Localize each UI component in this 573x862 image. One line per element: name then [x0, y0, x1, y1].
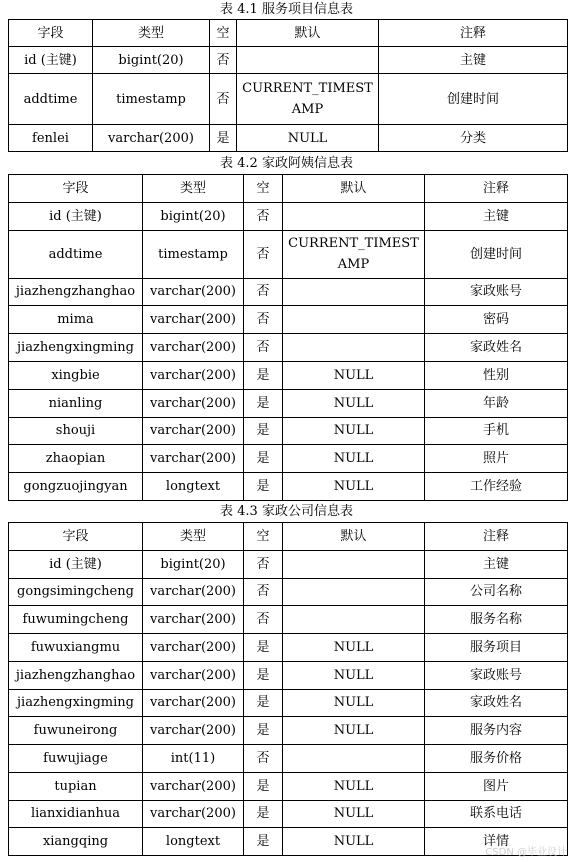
- table-row: [9, 47, 568, 74]
- default-cell: [283, 278, 425, 306]
- header-cell: 类型: [143, 175, 244, 203]
- default-cell: NULL: [283, 717, 425, 745]
- comment-cell: 手机: [425, 417, 568, 445]
- type-cell: varchar(200): [143, 278, 244, 306]
- comment-cell: 服务内容: [425, 717, 568, 745]
- table-row: [9, 634, 568, 662]
- field-cell: nianling: [9, 389, 143, 417]
- comment-cell: 照片: [425, 445, 568, 473]
- table-row: [9, 202, 568, 230]
- comment-cell: 图片: [425, 772, 568, 800]
- null-cell: 否: [244, 202, 283, 230]
- field-cell: fenlei: [9, 125, 93, 152]
- comment-cell: 公司名称: [425, 578, 568, 606]
- null-cell: 否: [244, 334, 283, 362]
- null-cell: 是: [244, 689, 283, 717]
- default-cell: NULL: [283, 661, 425, 689]
- default-cell: [283, 202, 425, 230]
- type-cell: varchar(200): [143, 417, 244, 445]
- table-row: [9, 125, 568, 152]
- default-cell: [283, 334, 425, 362]
- table-header-row: [9, 20, 568, 47]
- header-cell: 字段: [9, 175, 143, 203]
- type-cell: varchar(200): [143, 689, 244, 717]
- type-cell: longtext: [143, 473, 244, 501]
- table-row: [9, 717, 568, 745]
- field-cell: jiazhengxingming: [9, 334, 143, 362]
- type-cell: varchar(200): [143, 445, 244, 473]
- field-cell: id (主键): [9, 47, 93, 74]
- field-cell: gongzuojingyan: [9, 473, 143, 501]
- field-cell: jiazhengzhanghao: [9, 661, 143, 689]
- table-row: [9, 800, 568, 828]
- header-cell: 默认: [237, 20, 379, 47]
- default-cell: [283, 606, 425, 634]
- table-caption-4-3: 表 4.3 家政公司信息表: [220, 504, 353, 519]
- header-cell: 注释: [425, 523, 568, 551]
- header-cell: 注释: [379, 20, 568, 47]
- header-cell: 空: [210, 20, 237, 47]
- type-cell: varchar(200): [93, 125, 210, 152]
- type-cell: timestamp: [143, 230, 244, 278]
- header-cell: 注释: [425, 175, 568, 203]
- field-cell: fuwujiage: [9, 745, 143, 773]
- comment-cell: 家政账号: [425, 278, 568, 306]
- field-cell: xingbie: [9, 361, 143, 389]
- table-caption-4-1: 表 4.1 服务项目信息表: [220, 2, 353, 17]
- table-service-items: [8, 19, 568, 152]
- default-cell: NULL: [283, 361, 425, 389]
- field-cell: mima: [9, 306, 143, 334]
- table-caption-4-2: 表 4.2 家政阿姨信息表: [220, 156, 353, 171]
- comment-cell: 密码: [425, 306, 568, 334]
- type-cell: varchar(200): [143, 717, 244, 745]
- table-header-row: [9, 175, 568, 203]
- null-cell: 是: [244, 661, 283, 689]
- default-cell: [237, 47, 379, 74]
- null-cell: 否: [244, 578, 283, 606]
- type-cell: varchar(200): [143, 800, 244, 828]
- type-cell: int(11): [143, 745, 244, 773]
- watermark: CSDN @毕业设计: [485, 847, 567, 858]
- type-cell: varchar(200): [143, 389, 244, 417]
- null-cell: 是: [244, 800, 283, 828]
- field-cell: fuwuxiangmu: [9, 634, 143, 662]
- default-cell: [283, 578, 425, 606]
- field-cell: gongsimingcheng: [9, 578, 143, 606]
- field-cell: xiangqing: [9, 828, 143, 856]
- header-cell: 默认: [283, 175, 425, 203]
- field-cell: fuwumingcheng: [9, 606, 143, 634]
- header-cell: 空: [244, 175, 283, 203]
- default-cell: NULL: [283, 445, 425, 473]
- type-cell: longtext: [143, 828, 244, 856]
- field-cell: id (主键): [9, 202, 143, 230]
- default-cell: NULL: [283, 772, 425, 800]
- null-cell: 是: [210, 125, 237, 152]
- comment-cell: 服务项目: [425, 634, 568, 662]
- field-cell: addtime: [9, 230, 143, 278]
- table-row: [9, 473, 568, 501]
- table-row: [9, 689, 568, 717]
- table-row: [9, 361, 568, 389]
- comment-cell: 创建时间: [379, 74, 568, 125]
- null-cell: 否: [244, 606, 283, 634]
- table-row: [9, 74, 568, 125]
- header-cell: 空: [244, 523, 283, 551]
- table-row: [9, 828, 568, 856]
- null-cell: 是: [244, 361, 283, 389]
- type-cell: bigint(20): [143, 202, 244, 230]
- table-row: [9, 445, 568, 473]
- comment-cell: 主键: [425, 202, 568, 230]
- field-cell: jiazhengxingming: [9, 689, 143, 717]
- comment-cell: 联系电话: [425, 800, 568, 828]
- type-cell: varchar(200): [143, 606, 244, 634]
- default-cell: NULL: [283, 800, 425, 828]
- table-housekeeper-info: [8, 174, 568, 501]
- type-cell: bigint(20): [93, 47, 210, 74]
- table-row: [9, 606, 568, 634]
- table-row: [9, 745, 568, 773]
- null-cell: 是: [244, 772, 283, 800]
- comment-cell: 家政姓名: [425, 689, 568, 717]
- default-cell: CURRENT_TIMESTAMP: [283, 230, 425, 278]
- comment-cell: 家政姓名: [425, 334, 568, 362]
- type-cell: timestamp: [93, 74, 210, 125]
- default-cell: NULL: [283, 828, 425, 856]
- table-row: [9, 306, 568, 334]
- null-cell: 是: [244, 445, 283, 473]
- null-cell: 是: [244, 634, 283, 662]
- default-cell: NULL: [283, 473, 425, 501]
- null-cell: 是: [244, 417, 283, 445]
- comment-cell: 年龄: [425, 389, 568, 417]
- default-cell: NULL: [237, 125, 379, 152]
- field-cell: id (主键): [9, 550, 143, 578]
- null-cell: 否: [244, 278, 283, 306]
- comment-cell: 创建时间: [425, 230, 568, 278]
- table-row: [9, 230, 568, 278]
- null-cell: 否: [244, 745, 283, 773]
- default-cell: NULL: [283, 389, 425, 417]
- table-row: [9, 578, 568, 606]
- type-cell: varchar(200): [143, 334, 244, 362]
- type-cell: varchar(200): [143, 634, 244, 662]
- default-cell: CURRENT_TIMESTAMP: [237, 74, 379, 125]
- field-cell: zhaopian: [9, 445, 143, 473]
- type-cell: bigint(20): [143, 550, 244, 578]
- null-cell: 否: [244, 230, 283, 278]
- default-cell: NULL: [283, 689, 425, 717]
- table-row: [9, 389, 568, 417]
- null-cell: 否: [210, 47, 237, 74]
- header-cell: 类型: [143, 523, 244, 551]
- null-cell: 否: [244, 306, 283, 334]
- field-cell: jiazhengzhanghao: [9, 278, 143, 306]
- field-cell: shouji: [9, 417, 143, 445]
- table-row: [9, 661, 568, 689]
- null-cell: 是: [244, 828, 283, 856]
- type-cell: varchar(200): [143, 772, 244, 800]
- comment-cell: 分类: [379, 125, 568, 152]
- comment-cell: 详情: [425, 828, 568, 856]
- table-header-row: [9, 523, 568, 551]
- default-cell: NULL: [283, 634, 425, 662]
- null-cell: 是: [244, 389, 283, 417]
- field-cell: lianxidianhua: [9, 800, 143, 828]
- type-cell: varchar(200): [143, 361, 244, 389]
- table-row: [9, 278, 568, 306]
- field-cell: fuwuneirong: [9, 717, 143, 745]
- null-cell: 否: [244, 550, 283, 578]
- comment-cell: 服务名称: [425, 606, 568, 634]
- default-cell: [283, 306, 425, 334]
- field-cell: tupian: [9, 772, 143, 800]
- comment-cell: 服务价格: [425, 745, 568, 773]
- table-row: [9, 417, 568, 445]
- header-cell: 字段: [9, 523, 143, 551]
- type-cell: varchar(200): [143, 578, 244, 606]
- default-cell: NULL: [283, 417, 425, 445]
- null-cell: 是: [244, 717, 283, 745]
- default-cell: [283, 550, 425, 578]
- null-cell: 否: [210, 74, 237, 125]
- default-cell: [283, 745, 425, 773]
- header-cell: 默认: [283, 523, 425, 551]
- header-cell: 类型: [93, 20, 210, 47]
- table-row: [9, 550, 568, 578]
- type-cell: varchar(200): [143, 661, 244, 689]
- table-row: [9, 772, 568, 800]
- null-cell: 是: [244, 473, 283, 501]
- comment-cell: 工作经验: [425, 473, 568, 501]
- table-company-info: [8, 522, 568, 856]
- header-cell: 字段: [9, 20, 93, 47]
- type-cell: varchar(200): [143, 306, 244, 334]
- comment-cell: 主键: [425, 550, 568, 578]
- comment-cell: 家政账号: [425, 661, 568, 689]
- comment-cell: 性别: [425, 361, 568, 389]
- table-row: [9, 334, 568, 362]
- comment-cell: 主键: [379, 47, 568, 74]
- field-cell: addtime: [9, 74, 93, 125]
